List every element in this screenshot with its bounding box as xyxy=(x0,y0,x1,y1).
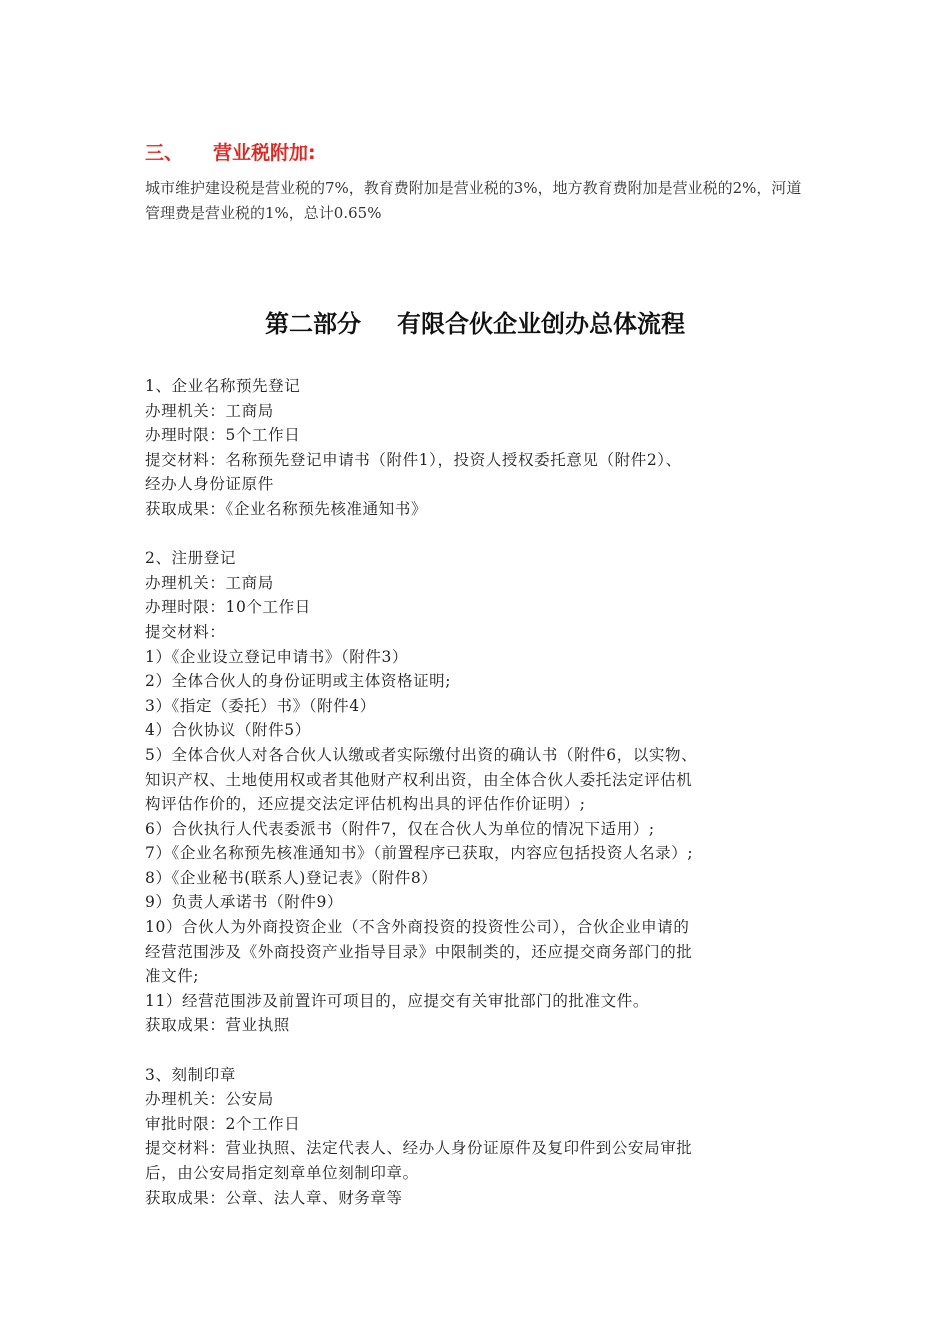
text-line: 知识产权、土地使用权或者其他财产权利出资，由全体合伙人委托法定评估机 xyxy=(145,770,693,789)
text-line: 5）全体合伙人对各合伙人认缴或者实际缴付出资的确认书（附件6，以实物、 xyxy=(145,745,698,764)
text-line: 经办人身份证原件 xyxy=(145,475,274,494)
part-2-heading: 有限合伙企业创办总体流程 xyxy=(397,310,685,338)
text-line: 获取成果：《企业名称预先核准通知书》 xyxy=(145,499,428,518)
section-3-heading xyxy=(145,138,316,165)
text-line: 办理机关：工商局 xyxy=(145,573,274,592)
text-line: 准文件; xyxy=(145,967,200,986)
section-3-number: 三、 xyxy=(145,142,184,164)
text-line: 6）合伙执行人代表委派书（附件7，仅在合伙人为单位的情况下适用）; xyxy=(145,819,655,838)
section-3-body: 城市维护建设税是营业税的7%，教育费附加是营业税的3%，地方教育费附加是营业税的2%，河道管理费是营业税的1%，总计0.65% xyxy=(145,179,802,222)
text-line: 2）全体合伙人的身份证明或主体资格证明; xyxy=(145,672,452,691)
part-2-title xyxy=(0,304,950,339)
text-line: 经营范围涉及《外商投资产业指导目录》中限制类的，还应提交商务部门的批 xyxy=(145,942,693,961)
text-line: 办理时限：5个工作日 xyxy=(145,426,301,445)
text-line: 获取成果：公章、法人章、财务章等 xyxy=(145,1188,403,1207)
text-line: 办理时限：10个工作日 xyxy=(145,598,311,617)
text-line: 9）负责人承诺书（附件9） xyxy=(145,893,344,912)
process-steps xyxy=(145,374,825,1210)
text-line: 4）合伙协议（附件5） xyxy=(145,721,311,740)
text-line: 办理机关：公安局 xyxy=(145,1090,274,1109)
text-line: 构评估作价的，还应提交法定评估机构出具的评估作价证明）; xyxy=(145,795,586,814)
part-2-label: 第二部分 xyxy=(265,310,361,338)
text-line: 后，由公安局指定刻章单位刻制印章。 xyxy=(145,1164,419,1182)
blank-line xyxy=(145,522,825,547)
text-line: 7）《企业名称预先核准通知书》（前置程序已获取，内容应包括投资人名录）; xyxy=(145,844,694,863)
text-line: 提交材料： xyxy=(145,622,226,641)
text-line: 1）《企业设立登记申请书》（附件3） xyxy=(145,647,409,666)
text-line: 3）《指定（委托）书》（附件4） xyxy=(145,696,376,715)
text-line: 1、企业名称预先登记 xyxy=(145,377,301,395)
text-line: 11）经营范围涉及前置许可项目的，应提交有关审批部门的批准文件。 xyxy=(145,991,649,1010)
section-3-title: 营业税附加: xyxy=(213,142,316,164)
blank-line xyxy=(145,1038,825,1063)
text-line: 审批时限：2个工作日 xyxy=(145,1114,301,1133)
text-line: 10）合伙人为外商投资企业（不含外商投资的投资性公司），合伙企业申请的 xyxy=(145,918,690,937)
text-line: 3、刻制印章 xyxy=(145,1065,236,1084)
text-line: 8）《企业秘书(联系人)登记表》（附件8） xyxy=(145,868,438,887)
text-line: 办理机关：工商局 xyxy=(145,401,274,420)
text-line: 提交材料：营业执照、法定代表人、经办人身份证原件及复印件到公安局审批 xyxy=(145,1139,693,1158)
text-line: 获取成果：营业执照 xyxy=(145,1016,290,1035)
text-line: 2、注册登记 xyxy=(145,549,236,568)
text-line: 提交材料：名称预先登记申请书（附件1），投资人授权委托意见（附件2）、 xyxy=(145,450,682,469)
